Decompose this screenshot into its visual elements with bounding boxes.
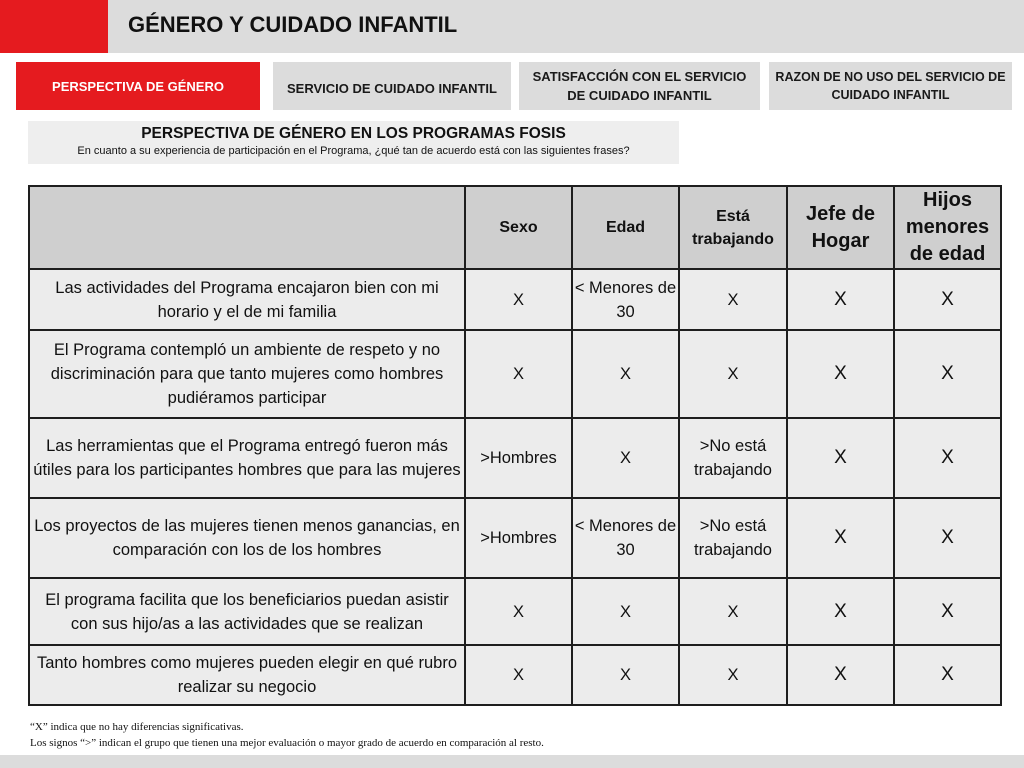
cell-esta-trabajando: X [679,645,787,705]
section-title: PERSPECTIVA DE GÉNERO EN LOS PROGRAMAS FOSIS [141,125,566,142]
cell-sexo: X [465,645,572,705]
cell-sexo: >Hombres [465,498,572,578]
cell-hijos-menores: X [894,645,1001,705]
row-statement: El Programa contempló un ambiente de respeto y no discriminación para que tanto mujeres como hombres pudiéramos participar [29,330,465,418]
cell-edad: X [572,578,679,645]
row-statement: Tanto hombres como mujeres pueden elegir en qué rubro realizar su negocio [29,645,465,705]
cell-jefe-de-hogar: X [787,269,894,330]
row-statement: El programa facilita que los beneficiarios puedan asistir con sus hijo/as a las actividades que se realizan [29,578,465,645]
cell-jefe-de-hogar: X [787,418,894,498]
header-blank-cell [29,186,465,269]
cell-esta-trabajando: X [679,330,787,418]
cell-sexo: X [465,330,572,418]
tab-perspectiva-de-genero[interactable] [16,62,260,110]
cell-hijos-menores: X [894,418,1001,498]
tab-label: RAZON DE NO USO DEL SERVICIO DE CUIDADO INFANTIL [775,70,1006,102]
row-statement: Las herramientas que el Programa entregó fueron más útiles para los participantes hombres que para las mujeres [29,418,465,498]
results-table [28,185,1002,706]
column-header-esta-trabajando: Está trabajando [679,186,787,269]
column-header-edad: Edad [572,186,679,269]
cell-esta-trabajando: >No está trabajando [679,498,787,578]
tab-label: PERSPECTIVA DE GÉNERO [52,78,224,94]
cell-hijos-menores: X [894,578,1001,645]
section-question: En cuanto a su experiencia de participación en el Programa, ¿qué tan de acuerdo está con las siguientes frases? [77,145,630,157]
table-row [29,418,1001,498]
cell-esta-trabajando: >No está trabajando [679,418,787,498]
cell-edad: X [572,645,679,705]
cell-esta-trabajando: X [679,269,787,330]
table-row [29,645,1001,705]
cell-jefe-de-hogar: X [787,578,894,645]
row-statement: Los proyectos de las mujeres tienen menos ganancias, en comparación con los de los hombres [29,498,465,578]
table-row [29,269,1001,330]
cell-jefe-de-hogar: X [787,498,894,578]
cell-jefe-de-hogar: X [787,645,894,705]
tab-label: SATISFACCIÓN CON EL SERVICIO DE CUIDADO INFANTIL [532,69,747,103]
tab-satisfaccion-servicio[interactable] [519,62,760,110]
cell-jefe-de-hogar: X [787,330,894,418]
column-header-hijos-menores: Hijos menores de edad [894,186,1001,269]
footnote-signs: Los signos “>” indican el grupo que tienen una mejor evaluación o mayor grado de acuerdo en comparación al resto. [30,737,544,749]
column-header-sexo: Sexo [465,186,572,269]
footer-bar [0,755,1024,768]
footnote-x: “X” indica que no hay diferencias significativas. [30,721,244,733]
table-row [29,498,1001,578]
cell-esta-trabajando: X [679,578,787,645]
table-header-row [29,186,1001,269]
cell-hijos-menores: X [894,498,1001,578]
table-row [29,578,1001,645]
cell-hijos-menores: X [894,330,1001,418]
tab-razon-no-uso[interactable] [769,62,1012,110]
table-row [29,330,1001,418]
tab-servicio-de-cuidado-infantil[interactable] [273,62,511,110]
cell-hijos-menores: X [894,269,1001,330]
page-title: GÉNERO Y CUIDADO INFANTIL [128,12,458,37]
cell-edad: < Menores de 30 [572,269,679,330]
tab-label: SERVICIO DE CUIDADO INFANTIL [287,81,497,96]
cell-edad: X [572,418,679,498]
footnotes [30,719,544,751]
cell-sexo: X [465,269,572,330]
cell-edad: < Menores de 30 [572,498,679,578]
cell-sexo: >Hombres [465,418,572,498]
cell-edad: X [572,330,679,418]
column-header-jefe-de-hogar: Jefe de Hogar [787,186,894,269]
row-statement: Las actividades del Programa encajaron bien con mi horario y el de mi familia [29,269,465,330]
section-heading [28,121,679,164]
header-accent-block [0,0,108,53]
cell-sexo: X [465,578,572,645]
